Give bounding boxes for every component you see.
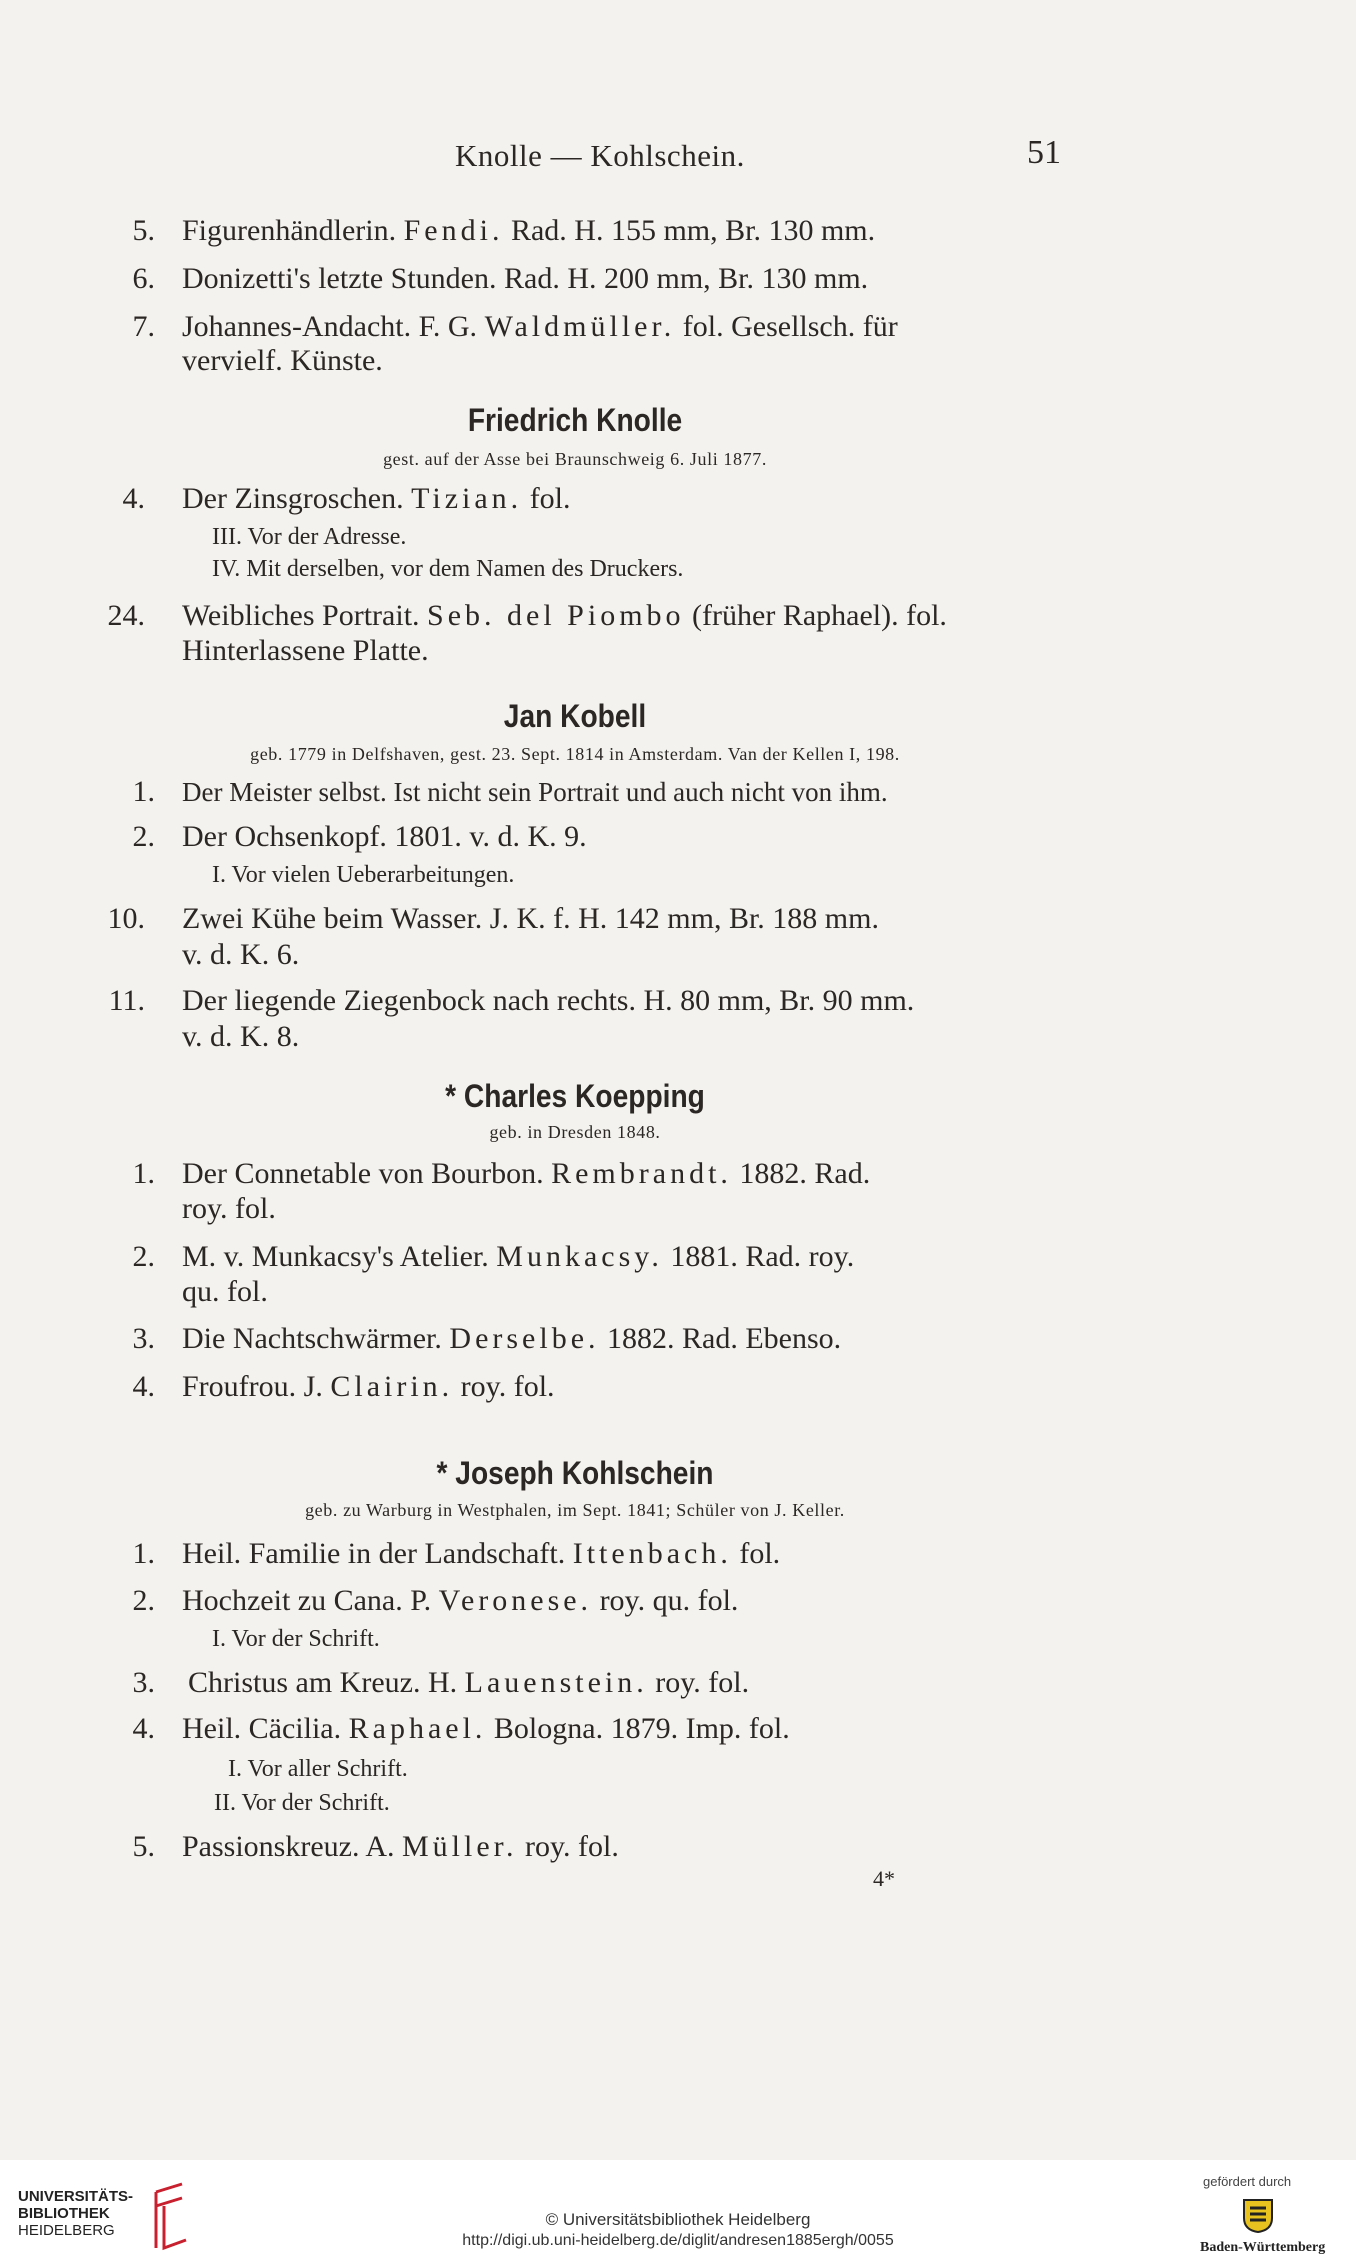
artist-bio: gest. auf der Asse bei Braunschweig 6. Juli 1877.: [383, 449, 767, 469]
spaced-name: Lauenstein.: [464, 1666, 648, 1699]
state-note: I. Vor der Schrift.: [212, 1626, 380, 1652]
entry-number: 4.: [132, 1370, 155, 1403]
entry-number: 4.: [132, 1712, 155, 1745]
entry-number: 7.: [132, 310, 155, 343]
entry-number: 1.: [132, 775, 155, 808]
artist-bio: geb. zu Warburg in Westphalen, im Sept. 1841; Schüler von J. Keller.: [305, 1500, 845, 1520]
state-note: I. Vor aller Schrift.: [228, 1756, 408, 1782]
page-number: 51: [1027, 134, 1061, 171]
entry-number: 5.: [132, 214, 155, 247]
state-note: I. Vor vielen Ueberarbeitungen.: [212, 862, 515, 888]
entry-text: Johannes-Andacht. F. G. Waldmüller. fol. Gesellsch. für: [182, 310, 898, 343]
spaced-name: Tizian.: [411, 482, 523, 515]
entry-text: Christus am Kreuz. H. Lauenstein. roy. fol.: [188, 1666, 750, 1699]
spaced-name: Derselbe.: [449, 1322, 600, 1355]
entry-number: 1.: [132, 1537, 155, 1570]
entry-text: Heil. Cäcilia. Raphael. Bologna. 1879. Imp. fol.: [182, 1712, 790, 1745]
entry-text: Der liegende Ziegenbock nach rechts. H. 80 mm, Br. 90 mm.: [182, 984, 915, 1017]
entry-number: 3.: [132, 1322, 155, 1355]
copyright-text: © Universitätsbibliothek Heidelberg: [545, 2210, 811, 2229]
entry-continuation: Hinterlassene Platte.: [182, 634, 429, 667]
entry-number: 1.: [132, 1157, 155, 1190]
entry-continuation: vervielf. Künste.: [182, 344, 383, 377]
signature-mark: 4*: [873, 1866, 895, 1891]
spaced-name: Seb. del Piombo: [427, 599, 685, 632]
sponsor-name: Baden-Württemberg: [1200, 2240, 1326, 2255]
footer: [0, 2160, 1356, 2265]
entry-number: 10.: [107, 902, 145, 935]
spaced-name: Clairin.: [330, 1370, 454, 1403]
entry-number: 5.: [132, 1830, 155, 1863]
entry-number: 11.: [108, 984, 145, 1017]
entry-text: Heil. Familie in der Landschaft. Ittenbach. fol.: [182, 1537, 781, 1570]
library-line: HEIDELBERG: [18, 2222, 115, 2239]
source-url[interactable]: http://digi.ub.uni-heidelberg.de/diglit/andresen1885ergh/0055: [462, 2232, 894, 2249]
library-line: UNIVERSITÄTS-: [18, 2188, 134, 2205]
entry-text: Donizetti's letzte Stunden. Rad. H. 200 mm, Br. 130 mm.: [182, 262, 869, 295]
state-note: II. Vor der Schrift.: [214, 1790, 390, 1816]
coat-of-arms-icon: [1238, 2196, 1278, 2234]
spaced-name: Raphael.: [348, 1712, 487, 1745]
entry-text: Der Zinsgroschen. Tizian. fol.: [182, 482, 571, 515]
entry-number: 2.: [132, 1584, 155, 1617]
entry-text: M. v. Munkacsy's Atelier. Munkacsy. 1881. Rad. roy.: [182, 1240, 855, 1273]
entry-text: Der Connetable von Bourbon. Rembrandt. 1882. Rad.: [182, 1157, 871, 1190]
sponsor-label: gefördert durch: [1203, 2174, 1292, 2189]
entry-number: 24.: [107, 599, 145, 632]
artist-heading: Jan Kobell: [503, 698, 647, 734]
spaced-name: Munkacsy.: [496, 1240, 663, 1273]
spaced-name: Müller.: [402, 1830, 518, 1863]
artist-bio: geb. in Dresden 1848.: [489, 1122, 661, 1142]
state-note: IV. Mit derselben, vor dem Namen des Druckers.: [212, 556, 684, 582]
entry-number: 4.: [122, 482, 145, 515]
spaced-name: Rembrandt.: [551, 1157, 732, 1190]
spaced-name: Veronese.: [438, 1584, 593, 1617]
entry-text: Figurenhändlerin. Fendi. Rad. H. 155 mm, Br. 130 mm.: [182, 214, 876, 247]
entry-continuation: qu. fol.: [182, 1275, 268, 1308]
entry-text: Der Ochsenkopf. 1801. v. d. K. 9.: [182, 820, 587, 853]
entry-text: Die Nachtschwärmer. Derselbe. 1882. Rad. Ebenso.: [182, 1322, 842, 1355]
spaced-name: Ittenbach.: [572, 1537, 732, 1570]
artist-bio: geb. 1779 in Delfshaven, gest. 23. Sept. 1814 in Amsterdam. Van der Kellen I, 198.: [250, 744, 900, 764]
artist-heading: * Charles Koepping: [445, 1078, 705, 1114]
entry-continuation: roy. fol.: [182, 1192, 276, 1225]
entry-text: Der Meister selbst. Ist nicht sein Portrait und auch nicht von ihm.: [182, 777, 888, 807]
entry-number: 6.: [132, 262, 155, 295]
artist-heading: * Joseph Kohlschein: [436, 1455, 714, 1491]
entry-text: Hochzeit zu Cana. P. Veronese. roy. qu. fol.: [182, 1584, 739, 1617]
entry-text: Zwei Kühe beim Wasser. J. K. f. H. 142 mm, Br. 188 mm.: [182, 902, 879, 935]
entry-number: 3.: [132, 1666, 155, 1699]
entry-continuation: v. d. K. 6.: [182, 938, 300, 971]
entry-continuation: v. d. K. 8.: [182, 1020, 300, 1053]
entry-text: Passionskreuz. A. Müller. roy. fol.: [182, 1830, 619, 1863]
entry-number: 2.: [132, 820, 155, 853]
entry-number: 2.: [132, 1240, 155, 1273]
running-header: Knolle — Kohlschein.: [455, 138, 745, 173]
artist-heading: Friedrich Knolle: [467, 402, 683, 438]
spaced-name: Waldmüller.: [484, 310, 676, 343]
entry-text: Froufrou. J. Clairin. roy. fol.: [182, 1370, 555, 1403]
state-note: III. Vor der Adresse.: [212, 524, 407, 550]
spaced-name: Fendi.: [403, 214, 504, 247]
entry-text: Weibliches Portrait. Seb. del Piombo (früher Raphael). fol.: [182, 599, 947, 632]
library-line: BIBLIOTHEK: [18, 2205, 110, 2222]
